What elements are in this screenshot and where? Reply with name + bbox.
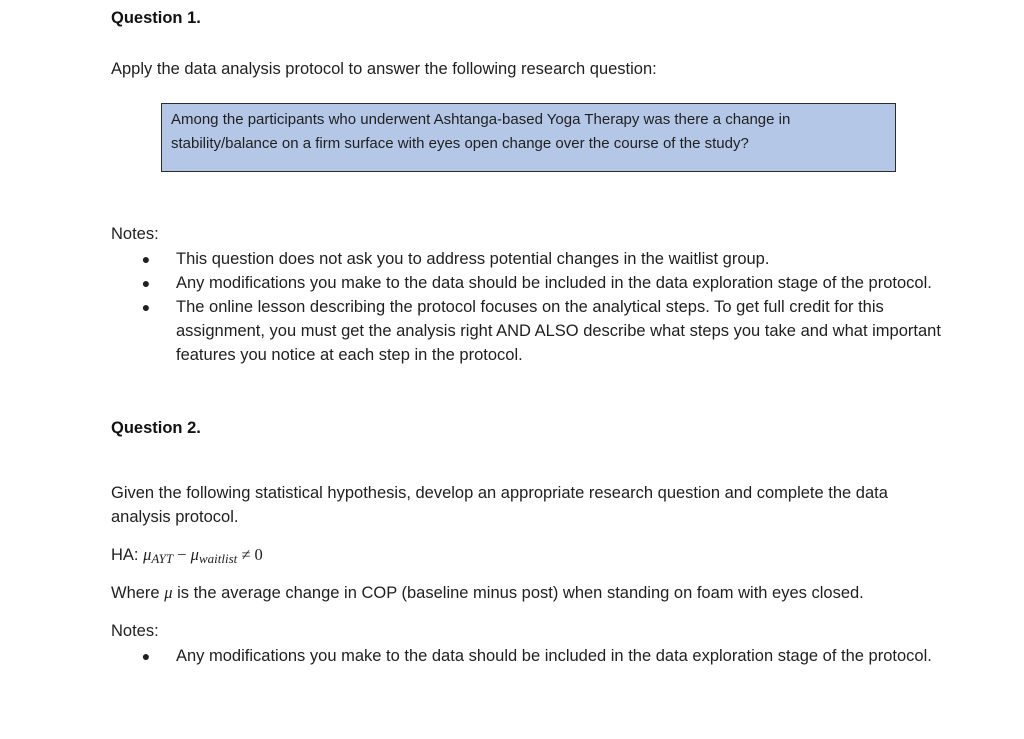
question-1-intro: Apply the data analysis protocol to answer the following research question: xyxy=(111,60,657,78)
bullet-icon: ● xyxy=(141,299,151,315)
hypothesis-label: HA: xyxy=(111,546,139,564)
hypothesis-expression: $\mu_{AYT} - \mu_{waitlist} \ne 0$ xyxy=(143,545,263,566)
bullet-icon: ● xyxy=(141,275,151,291)
list-item xyxy=(140,295,950,367)
question-2-heading: Question 2. xyxy=(111,419,201,437)
question-2-notes-list xyxy=(140,644,950,668)
note-text: Any modifications you make to the data should be included in the data exploration stage of the protocol. xyxy=(176,274,932,292)
note-text: The online lesson describing the protocol focuses on the analytical steps. To get full credit for this assignment, you must get the analysis right AND ALSO describe what steps you take and what important features you notice at each step in the protocol. xyxy=(176,298,941,364)
statistical-hypothesis xyxy=(111,543,263,571)
question-2-intro: Given the following statistical hypothesis, develop an appropriate research question and complete the data analysis protocol. xyxy=(111,484,888,526)
bullet-icon: ● xyxy=(141,648,151,664)
question-1-notes-list xyxy=(140,247,950,367)
question-2-notes-label: Notes: xyxy=(111,622,159,640)
note-text: This question does not ask you to address potential changes in the waitlist group. xyxy=(176,250,770,268)
research-question-text: Among the participants who underwent Ashtanga-based Yoga Therapy was there a change in stability/balance on a firm surface with eyes open change over the course of the study? xyxy=(171,111,791,152)
question-1-heading: Question 1. xyxy=(111,9,201,27)
research-question-box xyxy=(161,103,896,172)
bullet-icon: ● xyxy=(141,251,151,267)
list-item xyxy=(140,271,950,295)
list-item xyxy=(140,644,950,668)
list-item xyxy=(140,247,950,271)
note-text: Any modifications you make to the data should be included in the data exploration stage of the protocol. xyxy=(176,647,932,665)
question-1-notes-label: Notes: xyxy=(111,225,159,243)
mu-definition: Where μ is the average change in COP (baseline minus post) when standing on foam with eyes closed. xyxy=(111,583,864,602)
